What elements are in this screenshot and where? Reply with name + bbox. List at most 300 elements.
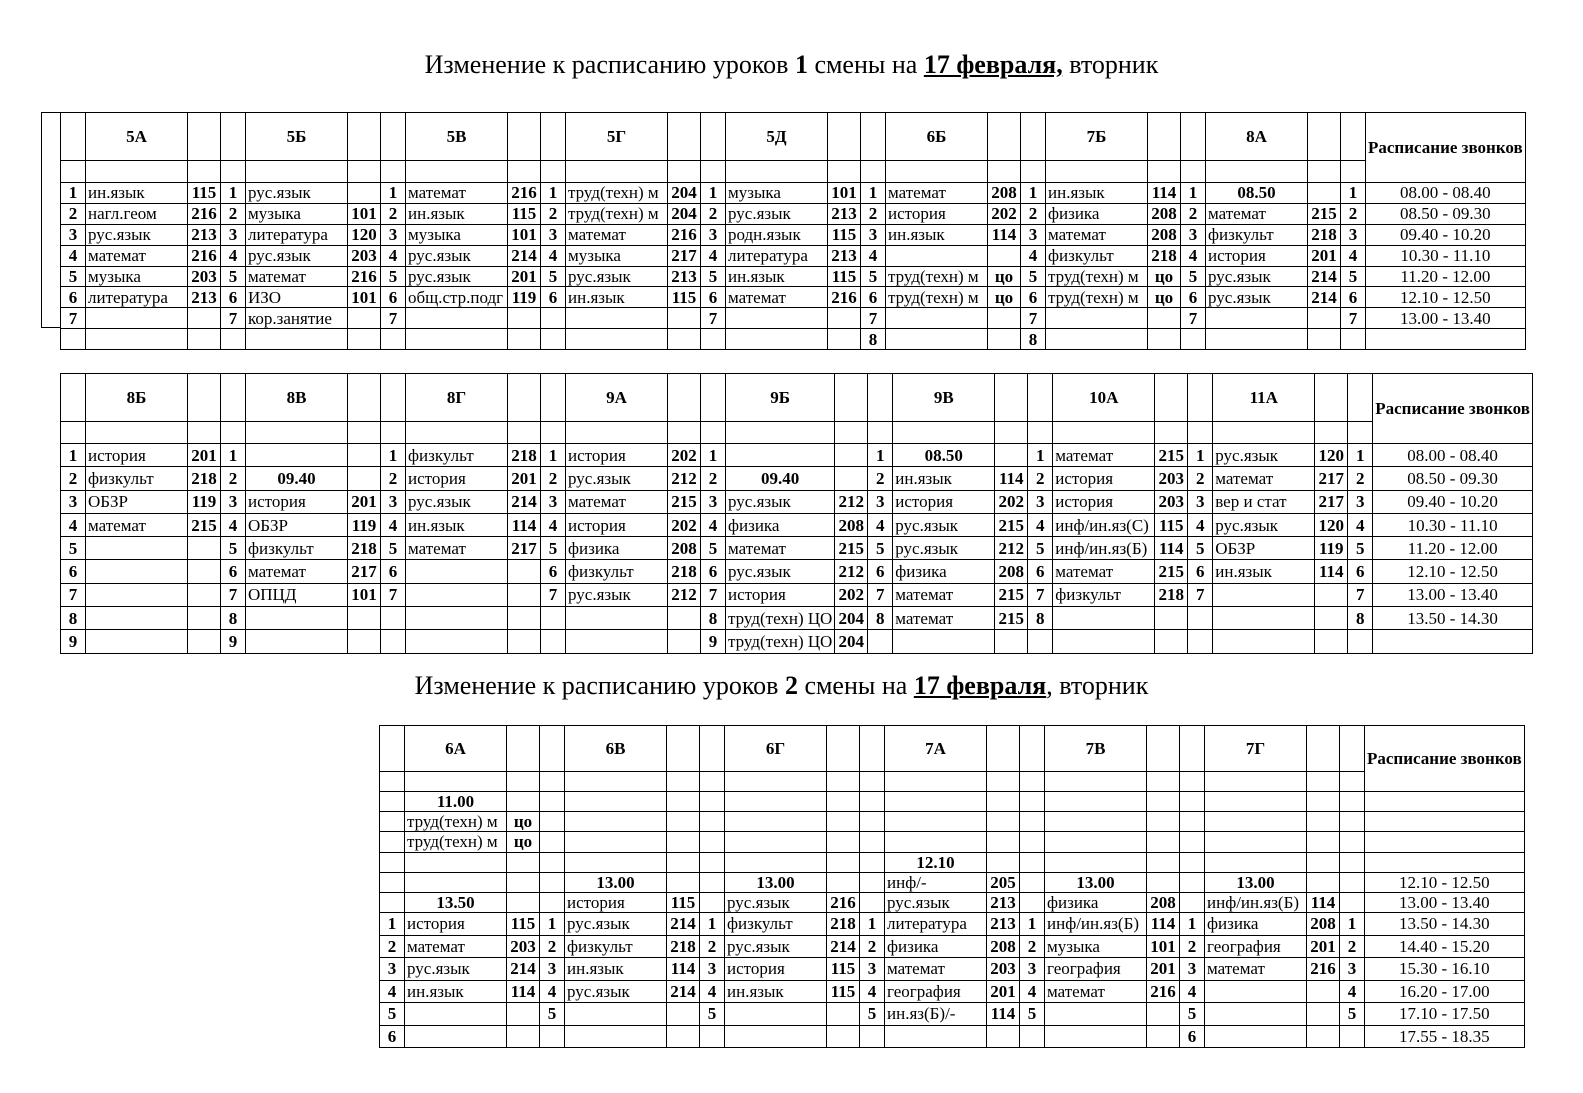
header-room-cell bbox=[988, 113, 1021, 161]
room-cell bbox=[1308, 329, 1341, 350]
lesson-number: 2 bbox=[701, 467, 726, 490]
lesson-number: 2 bbox=[541, 467, 566, 490]
lesson-number: 8 bbox=[1028, 607, 1053, 630]
lesson-number: 4 bbox=[540, 980, 565, 1003]
lesson-number: 2 bbox=[61, 467, 86, 490]
class-name: 9В bbox=[893, 374, 995, 422]
blank-cell bbox=[668, 422, 701, 444]
room-cell: 218 bbox=[508, 444, 541, 467]
lesson-number: 6 bbox=[1181, 287, 1206, 308]
lesson-number: 5 bbox=[1181, 266, 1206, 287]
subject-cell: 13.00 bbox=[565, 872, 667, 892]
subject-cell: математ bbox=[86, 245, 188, 266]
room-cell: 215 bbox=[1308, 203, 1341, 224]
subject-cell: труд(техн) м bbox=[566, 183, 668, 204]
room-cell bbox=[988, 308, 1021, 329]
lesson-number bbox=[860, 792, 885, 812]
room-cell: 218 bbox=[188, 467, 221, 490]
lesson-number: 2 bbox=[701, 203, 726, 224]
lesson-number bbox=[380, 852, 405, 872]
blank-cell bbox=[1053, 422, 1155, 444]
subject-cell: рус.язык bbox=[726, 560, 835, 583]
lesson-row bbox=[380, 958, 1525, 981]
room-cell bbox=[348, 329, 381, 350]
subject-cell: ин.язык bbox=[86, 183, 188, 204]
bells-header: Расписание звонков bbox=[1365, 726, 1525, 792]
subject-cell bbox=[86, 537, 188, 560]
bell-time: 10.30 - 11.10 bbox=[1366, 245, 1526, 266]
room-cell: 114 bbox=[1155, 537, 1188, 560]
lesson-row bbox=[61, 490, 1533, 513]
lesson-row bbox=[61, 583, 1533, 606]
lesson-row bbox=[61, 607, 1533, 630]
room-cell: 202 bbox=[835, 583, 868, 606]
room-cell: 216 bbox=[828, 287, 861, 308]
header-room-cell bbox=[995, 374, 1028, 422]
blank-cell bbox=[246, 422, 348, 444]
lesson-number: 3 bbox=[1188, 490, 1213, 513]
blank-cell bbox=[540, 772, 565, 792]
room-cell: 201 bbox=[1307, 935, 1340, 958]
lesson-number: 5 bbox=[61, 537, 86, 560]
subject-cell: инф/ин.яз(Б) bbox=[1053, 537, 1155, 560]
header-num-cell bbox=[1028, 374, 1053, 422]
room-cell: 215 bbox=[995, 513, 1028, 536]
subject-cell: история bbox=[405, 913, 507, 936]
lesson-number: 8 bbox=[861, 329, 886, 350]
blank-cell bbox=[406, 161, 508, 183]
lesson-number: 4 bbox=[701, 245, 726, 266]
room-cell: 202 bbox=[668, 513, 701, 536]
lesson-number: 3 bbox=[540, 958, 565, 981]
lesson-row bbox=[380, 892, 1525, 912]
subject-cell bbox=[1045, 832, 1147, 852]
blank-cell bbox=[1180, 772, 1205, 792]
blank-cell bbox=[1205, 772, 1307, 792]
blank-cell bbox=[406, 422, 508, 444]
subject-cell bbox=[885, 792, 987, 812]
subject-cell: ин.язык bbox=[406, 203, 508, 224]
room-cell: 115 bbox=[508, 203, 541, 224]
subject-cell: рус.язык bbox=[726, 203, 828, 224]
room-cell: 119 bbox=[188, 490, 221, 513]
bell-number bbox=[1340, 892, 1365, 912]
lesson-number: 1 bbox=[1180, 913, 1205, 936]
lesson-number: 4 bbox=[1021, 245, 1046, 266]
lesson-number: 4 bbox=[381, 513, 406, 536]
subject-cell: 08.50 bbox=[1206, 183, 1308, 204]
bell-time: 13.00 - 13.40 bbox=[1373, 583, 1533, 606]
lesson-number: 8 bbox=[868, 607, 893, 630]
bell-time: 09.40 - 10.20 bbox=[1366, 224, 1526, 245]
subject-cell bbox=[1205, 980, 1307, 1003]
blank-cell bbox=[566, 161, 668, 183]
subject-cell: математ bbox=[566, 224, 668, 245]
room-cell: 115 bbox=[828, 266, 861, 287]
blank-cell bbox=[1308, 161, 1341, 183]
lesson-number: 4 bbox=[1180, 980, 1205, 1003]
room-cell: 115 bbox=[828, 224, 861, 245]
blank-cell bbox=[1046, 161, 1148, 183]
room-cell bbox=[835, 467, 868, 490]
subject-cell bbox=[566, 607, 668, 630]
lesson-number: 1 bbox=[860, 913, 885, 936]
subject-cell: музыка bbox=[406, 224, 508, 245]
bell-number: 3 bbox=[1348, 490, 1373, 513]
subject-cell bbox=[1213, 630, 1315, 653]
header-room-cell bbox=[1308, 113, 1341, 161]
subject-cell bbox=[1206, 308, 1308, 329]
subject-cell bbox=[1213, 607, 1315, 630]
header-room-cell bbox=[1148, 113, 1181, 161]
header-room-cell bbox=[507, 726, 540, 772]
lesson-number bbox=[1020, 892, 1045, 912]
blank-cell bbox=[61, 422, 86, 444]
bell-time: 10.30 - 11.10 bbox=[1373, 513, 1533, 536]
blank-cell bbox=[61, 161, 86, 183]
class-name: 5Д bbox=[726, 113, 828, 161]
bell-time: 13.00 - 13.40 bbox=[1366, 308, 1526, 329]
header-room-cell bbox=[1307, 726, 1340, 772]
blank-cell bbox=[893, 422, 995, 444]
subject-cell bbox=[725, 812, 827, 832]
subject-cell: инф/- bbox=[885, 872, 987, 892]
room-cell bbox=[667, 812, 700, 832]
lesson-number bbox=[700, 872, 725, 892]
header-room-cell bbox=[188, 374, 221, 422]
subject-cell: физика bbox=[893, 560, 995, 583]
subject-cell: рус.язык bbox=[1213, 513, 1315, 536]
class-name: 6Г bbox=[725, 726, 827, 772]
subject-cell: инф/ин.яз(С) bbox=[1053, 513, 1155, 536]
subject-cell: ин.язык bbox=[1213, 560, 1315, 583]
room-cell: 215 bbox=[835, 537, 868, 560]
bell-time: 15.30 - 16.10 bbox=[1365, 958, 1525, 981]
bell-number bbox=[1341, 329, 1366, 350]
room-cell: 208 bbox=[995, 560, 1028, 583]
room-cell: 204 bbox=[668, 183, 701, 204]
lesson-row bbox=[380, 832, 1525, 852]
lesson-row bbox=[380, 872, 1525, 892]
subject-cell bbox=[565, 1025, 667, 1048]
header-room-cell bbox=[348, 374, 381, 422]
subject-cell: ОБЗР bbox=[86, 490, 188, 513]
lesson-number bbox=[380, 792, 405, 812]
room-cell: 115 bbox=[667, 892, 700, 912]
room-cell: 218 bbox=[1155, 583, 1188, 606]
lesson-number: 4 bbox=[221, 513, 246, 536]
room-cell: 216 bbox=[508, 183, 541, 204]
subject-cell: рус.язык bbox=[893, 513, 995, 536]
subject-cell: кор.занятие bbox=[246, 308, 348, 329]
subject-cell bbox=[566, 308, 668, 329]
lesson-number: 3 bbox=[61, 490, 86, 513]
room-cell: 202 bbox=[668, 444, 701, 467]
blank-cell bbox=[380, 772, 405, 792]
blank-cell bbox=[381, 161, 406, 183]
room-cell bbox=[987, 812, 1020, 832]
lesson-number: 7 bbox=[1021, 308, 1046, 329]
lesson-row bbox=[61, 513, 1533, 536]
lesson-number: 1 bbox=[701, 444, 726, 467]
subject-cell: рус.язык bbox=[565, 913, 667, 936]
room-cell bbox=[987, 1025, 1020, 1048]
bell-number: 4 bbox=[1340, 980, 1365, 1003]
lesson-number: 3 bbox=[381, 490, 406, 513]
subject-cell: математ bbox=[1206, 203, 1308, 224]
lesson-number: 1 bbox=[381, 183, 406, 204]
subject-cell bbox=[1213, 583, 1315, 606]
room-cell bbox=[827, 1025, 860, 1048]
subject-cell: рус.язык bbox=[406, 490, 508, 513]
header-num-cell bbox=[1180, 726, 1205, 772]
lesson-number: 6 bbox=[380, 1025, 405, 1048]
subject-cell: математ bbox=[726, 537, 835, 560]
lesson-number: 2 bbox=[381, 467, 406, 490]
subject-cell: рус.язык bbox=[885, 892, 987, 912]
bell-number: 2 bbox=[1348, 467, 1373, 490]
room-cell bbox=[1307, 792, 1340, 812]
lesson-number: 5 bbox=[701, 537, 726, 560]
subject-cell bbox=[885, 832, 987, 852]
subject-cell bbox=[406, 583, 508, 606]
room-cell bbox=[827, 1003, 860, 1026]
bell-time: 08.00 - 08.40 bbox=[1373, 444, 1533, 467]
table1-shift1 bbox=[60, 112, 1526, 350]
subject-cell: математ bbox=[86, 513, 188, 536]
room-cell: 120 bbox=[1315, 444, 1348, 467]
lesson-number: 4 bbox=[701, 513, 726, 536]
room-cell: 212 bbox=[668, 583, 701, 606]
lesson-number: 3 bbox=[221, 224, 246, 245]
lesson-number: 3 bbox=[380, 958, 405, 981]
room-cell: 119 bbox=[508, 287, 541, 308]
subject-cell: география bbox=[1205, 935, 1307, 958]
room-cell: 213 bbox=[828, 245, 861, 266]
blank-cell bbox=[1020, 772, 1045, 792]
lesson-number: 4 bbox=[541, 513, 566, 536]
room-cell: 216 bbox=[668, 224, 701, 245]
lesson-row bbox=[61, 630, 1533, 653]
lesson-number: 5 bbox=[1180, 1003, 1205, 1026]
room-cell bbox=[507, 852, 540, 872]
blank-cell bbox=[1181, 161, 1206, 183]
subject-cell: физкульт bbox=[86, 467, 188, 490]
subject-cell bbox=[565, 852, 667, 872]
room-cell bbox=[667, 852, 700, 872]
lesson-number bbox=[1181, 329, 1206, 350]
lesson-number: 3 bbox=[61, 224, 86, 245]
room-cell: 115 bbox=[827, 980, 860, 1003]
room-cell bbox=[987, 852, 1020, 872]
room-cell: 214 bbox=[667, 913, 700, 936]
subject-cell bbox=[406, 630, 508, 653]
lesson-number bbox=[1020, 832, 1045, 852]
lesson-number: 1 bbox=[1021, 183, 1046, 204]
room-cell bbox=[348, 444, 381, 467]
lesson-number: 3 bbox=[701, 490, 726, 513]
subject-cell bbox=[406, 607, 508, 630]
lesson-number: 9 bbox=[701, 630, 726, 653]
room-cell: 216 bbox=[188, 203, 221, 224]
room-cell bbox=[1155, 607, 1188, 630]
lesson-number: 5 bbox=[381, 537, 406, 560]
subject-cell bbox=[1046, 308, 1148, 329]
room-cell: 114 bbox=[507, 980, 540, 1003]
lesson-number: 5 bbox=[541, 266, 566, 287]
lesson-number bbox=[541, 329, 566, 350]
room-cell bbox=[508, 329, 541, 350]
room-cell: 218 bbox=[348, 537, 381, 560]
room-cell: 215 bbox=[1155, 560, 1188, 583]
lesson-row bbox=[61, 287, 1526, 308]
lesson-number bbox=[221, 329, 246, 350]
lesson-number bbox=[701, 329, 726, 350]
class-name: 6В bbox=[565, 726, 667, 772]
subject-cell: ин.язык bbox=[726, 266, 828, 287]
lesson-number bbox=[1180, 812, 1205, 832]
room-cell: 218 bbox=[667, 935, 700, 958]
lesson-row bbox=[380, 792, 1525, 812]
room-cell: 217 bbox=[1315, 490, 1348, 513]
blank-cell bbox=[508, 161, 541, 183]
room-cell: 213 bbox=[828, 203, 861, 224]
room-cell: цо bbox=[1148, 287, 1181, 308]
lesson-row bbox=[380, 1025, 1525, 1048]
bell-number: 3 bbox=[1341, 224, 1366, 245]
blank-cell bbox=[726, 422, 835, 444]
class-name: 7В bbox=[1045, 726, 1147, 772]
room-cell: 114 bbox=[1148, 183, 1181, 204]
room-cell bbox=[348, 467, 381, 490]
subject-cell bbox=[86, 560, 188, 583]
subject-cell: 09.40 bbox=[726, 467, 835, 490]
lesson-number: 5 bbox=[860, 1003, 885, 1026]
lesson-number: 4 bbox=[1020, 980, 1045, 1003]
lesson-number: 7 bbox=[221, 583, 246, 606]
subject-cell bbox=[86, 583, 188, 606]
bell-number: 5 bbox=[1341, 266, 1366, 287]
subject-cell bbox=[246, 607, 348, 630]
room-cell bbox=[188, 583, 221, 606]
room-cell bbox=[1155, 630, 1188, 653]
room-cell bbox=[827, 792, 860, 812]
subject-cell bbox=[86, 329, 188, 350]
lesson-number: 1 bbox=[861, 183, 886, 204]
subject-cell: физика bbox=[1205, 913, 1307, 936]
lesson-number: 1 bbox=[221, 183, 246, 204]
room-cell bbox=[988, 245, 1021, 266]
room-cell: 218 bbox=[668, 560, 701, 583]
subject-cell: математ bbox=[1053, 560, 1155, 583]
bell-number bbox=[1340, 872, 1365, 892]
lesson-number: 6 bbox=[381, 560, 406, 583]
room-cell: 204 bbox=[835, 607, 868, 630]
header-num-cell bbox=[700, 726, 725, 772]
lesson-number: 2 bbox=[221, 467, 246, 490]
subject-cell bbox=[565, 792, 667, 812]
room-cell: 203 bbox=[1155, 490, 1188, 513]
lesson-number: 4 bbox=[221, 245, 246, 266]
subject-cell: 13.00 bbox=[1205, 872, 1307, 892]
class-name: 6А bbox=[405, 726, 507, 772]
subject-cell: 13.50 bbox=[405, 892, 507, 912]
room-cell: 208 bbox=[987, 935, 1020, 958]
lesson-number bbox=[700, 832, 725, 852]
class-name: 6Б bbox=[886, 113, 988, 161]
blank-cell bbox=[827, 772, 860, 792]
header-room-cell bbox=[827, 726, 860, 772]
subject-cell: общ.стр.подг bbox=[406, 287, 508, 308]
lesson-number: 5 bbox=[1020, 1003, 1045, 1026]
lesson-number: 5 bbox=[61, 266, 86, 287]
blank-cell bbox=[988, 161, 1021, 183]
subject-cell: история bbox=[725, 958, 827, 981]
room-cell: 120 bbox=[1315, 513, 1348, 536]
room-cell: цо bbox=[1148, 266, 1181, 287]
lesson-number: 1 bbox=[380, 913, 405, 936]
subject-cell bbox=[1205, 1003, 1307, 1026]
room-cell: 101 bbox=[828, 183, 861, 204]
subject-cell: физкульт bbox=[566, 560, 668, 583]
subject-cell: литература bbox=[885, 913, 987, 936]
lesson-number bbox=[860, 1025, 885, 1048]
bell-number: 2 bbox=[1341, 203, 1366, 224]
blank-cell bbox=[1340, 772, 1365, 792]
subject-cell bbox=[565, 812, 667, 832]
lesson-number: 5 bbox=[1028, 537, 1053, 560]
blank-cell bbox=[885, 772, 987, 792]
room-cell: 119 bbox=[1315, 537, 1348, 560]
room-cell: 115 bbox=[827, 958, 860, 981]
subject-cell: литература bbox=[86, 287, 188, 308]
header-num-cell bbox=[1188, 374, 1213, 422]
room-cell bbox=[1147, 1025, 1180, 1048]
bell-time: 17.55 - 18.35 bbox=[1365, 1025, 1525, 1048]
subject-cell: ИЗО bbox=[246, 287, 348, 308]
subject-cell bbox=[886, 329, 988, 350]
room-cell bbox=[995, 444, 1028, 467]
subject-cell bbox=[406, 560, 508, 583]
room-cell bbox=[1147, 1003, 1180, 1026]
lesson-number bbox=[380, 812, 405, 832]
header-room-cell bbox=[1315, 374, 1348, 422]
subject-cell: рус.язык bbox=[893, 537, 995, 560]
room-cell: 208 bbox=[668, 537, 701, 560]
room-cell: 212 bbox=[835, 560, 868, 583]
room-cell bbox=[348, 607, 381, 630]
room-cell: 204 bbox=[668, 203, 701, 224]
subject-cell bbox=[1045, 812, 1147, 832]
class-name: 7Г bbox=[1205, 726, 1307, 772]
lesson-number: 6 bbox=[1028, 560, 1053, 583]
lesson-number: 6 bbox=[1180, 1025, 1205, 1048]
lesson-row bbox=[61, 183, 1526, 204]
room-cell: 208 bbox=[835, 513, 868, 536]
subject-cell: география bbox=[1045, 958, 1147, 981]
subject-cell bbox=[1045, 852, 1147, 872]
subject-cell bbox=[405, 852, 507, 872]
lesson-number: 6 bbox=[541, 287, 566, 308]
lesson-number: 1 bbox=[61, 444, 86, 467]
header-room-cell bbox=[828, 113, 861, 161]
header-room-cell bbox=[835, 374, 868, 422]
lesson-number: 2 bbox=[1181, 203, 1206, 224]
room-cell bbox=[1148, 308, 1181, 329]
lesson-number: 9 bbox=[61, 630, 86, 653]
lesson-number: 1 bbox=[1028, 444, 1053, 467]
lesson-number bbox=[700, 892, 725, 912]
